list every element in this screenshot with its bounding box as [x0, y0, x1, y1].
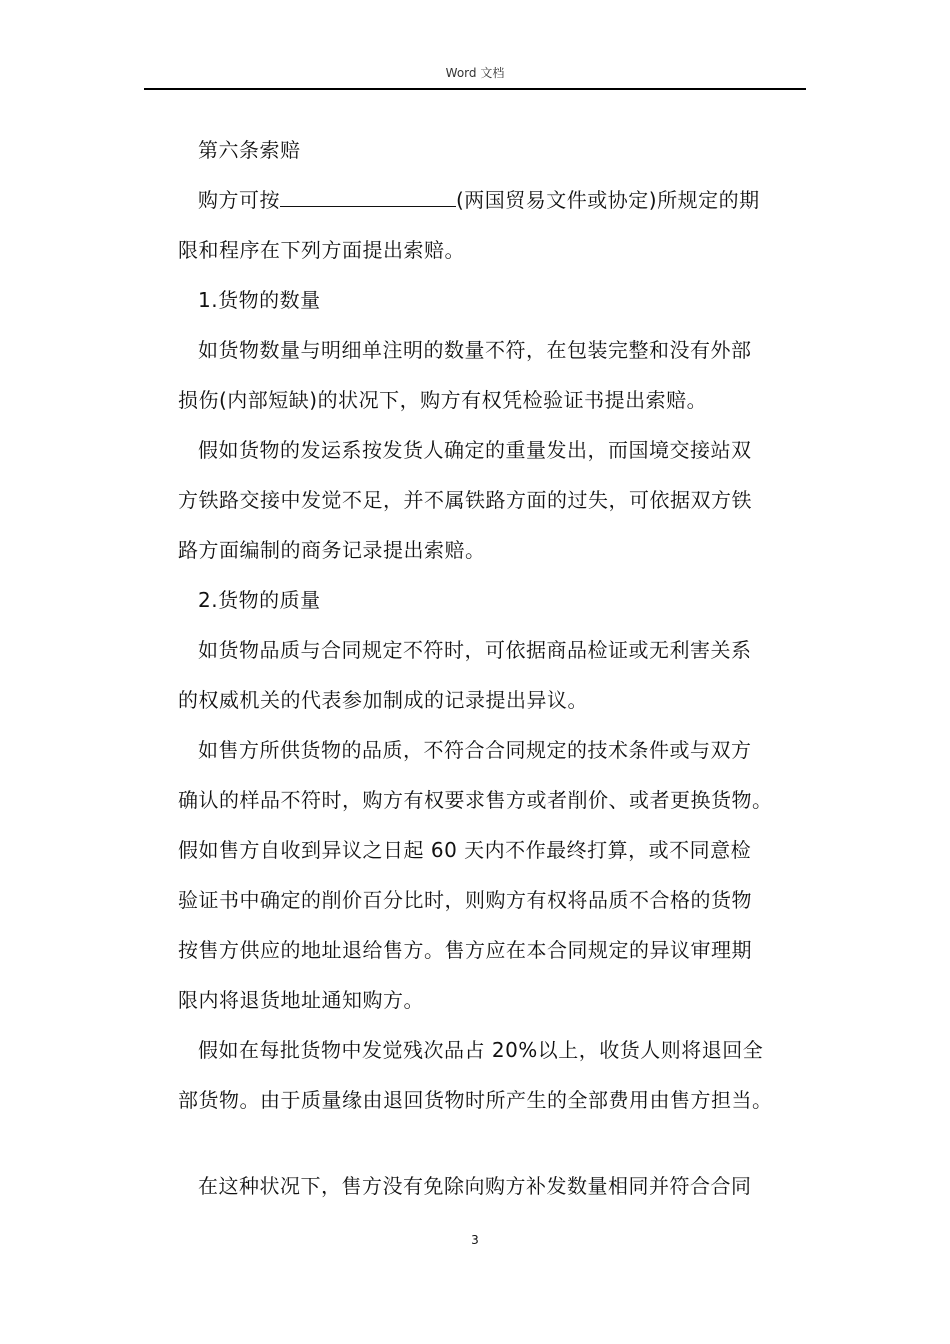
- paragraph-line: 如货物数量与明细单注明的数量不符，在包装完整和没有外部: [198, 338, 752, 362]
- article-heading: 第六条索赔: [198, 138, 301, 162]
- document-body: [178, 125, 806, 1211]
- paragraph-line: 假如在每批货物中发觉残次品占 20%以上，收货人则将退回全: [198, 1038, 764, 1062]
- paragraph-line: 部货物。由于质量缘由退回货物时所产生的全部费用由售方担当。: [178, 1088, 773, 1112]
- page-number: 3: [471, 1233, 479, 1247]
- paragraph-line: 的权威机关的代表参加制成的记录提出异议。: [178, 688, 588, 712]
- paragraph-line: 路方面编制的商务记录提出索赔。: [178, 538, 486, 562]
- paragraph-line: [178, 175, 806, 225]
- paragraph-line: 假如货物的发运系按发货人确定的重量发出，而国境交接站双: [198, 438, 752, 462]
- paragraph-text: (两国贸易文件或协定)所规定的期: [456, 188, 760, 212]
- paragraph-text: 购方可按: [198, 188, 280, 212]
- fill-in-blank: [280, 188, 456, 207]
- paragraph-line: 确认的样品不符时，购方有权要求售方或者削价、或者更换货物。: [178, 788, 773, 812]
- paragraph-line: 限和程序在下列方面提出索赔。: [178, 238, 465, 262]
- paragraph-line: 方铁路交接中发觉不足，并不属铁路方面的过失，可依据双方铁: [178, 488, 752, 512]
- paragraph-line: 如售方所供货物的品质，不符合合同规定的技术条件或与双方: [198, 738, 752, 762]
- section-title: 1.货物的数量: [198, 288, 321, 312]
- paragraph-line: 验证书中确定的削价百分比时，则购方有权将品质不合格的货物: [178, 888, 752, 912]
- paragraph-line: 损伤(内部短缺)的状况下，购方有权凭检验证书提出索赔。: [178, 388, 708, 412]
- paragraph-line: 按售方供应的地址退给售方。售方应在本合同规定的异议审理期: [178, 938, 752, 962]
- paragraph-line: 限内将退货地址通知购方。: [178, 988, 424, 1012]
- page-header: Word 文档: [445, 66, 505, 80]
- header-divider: [144, 88, 806, 90]
- paragraph-line: 如货物品质与合同规定不符时，可依据商品检证或无利害关系: [198, 638, 752, 662]
- paragraph-line: 在这种状况下，售方没有免除向购方补发数量相同并符合合同: [198, 1174, 752, 1198]
- paragraph-line: 假如售方自收到异议之日起 60 天内不作最终打算，或不同意检: [178, 838, 752, 862]
- section-title: 2.货物的质量: [198, 588, 321, 612]
